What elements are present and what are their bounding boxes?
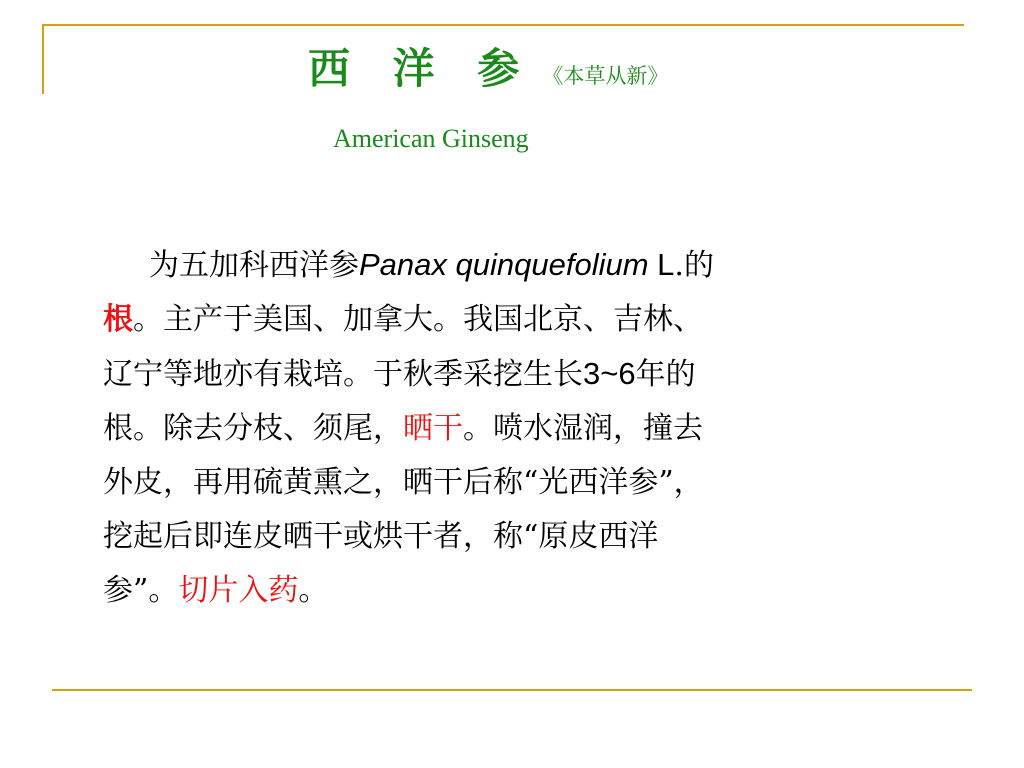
- left-border-rule: [42, 24, 44, 94]
- body-text-segment: 。喷水湿润，撞去: [463, 411, 703, 446]
- body-text-segment: 参”。: [103, 573, 179, 608]
- body-text-segment: 辽宁等地亦有栽培。于秋季采挖生长: [103, 357, 583, 392]
- highlight-root: 根: [103, 302, 133, 337]
- body-line-2: [103, 293, 983, 347]
- body-line-3: [103, 347, 983, 402]
- body-line-1: [103, 238, 983, 293]
- body-paragraph: [103, 238, 983, 618]
- growth-years-range: 3~6: [583, 356, 636, 391]
- body-text-segment: 年的: [635, 357, 696, 392]
- body-text-segment: 为五加科西洋参: [149, 248, 359, 283]
- body-text-segment: 。主产于美国、加拿大。我国北京、吉林、: [133, 302, 703, 337]
- title-block: [308, 36, 668, 106]
- body-line-5: 外皮，再用硫黄熏之，晒干后称“光西洋参”，: [103, 465, 704, 500]
- body-text-segment: 根。除去分枝、须尾，: [103, 411, 403, 446]
- body-text-segment: 。: [298, 573, 329, 608]
- top-border-rule: [42, 24, 964, 26]
- body-line-7: [103, 564, 983, 618]
- bottom-border-rule: [52, 689, 972, 691]
- title-source-reference: 《本草从新》: [542, 64, 669, 88]
- latin-binomial-name: Panax quinquefolium: [359, 247, 649, 282]
- highlight-slice-for-medicine: 切片入药: [178, 573, 299, 608]
- body-text-segment: .的: [674, 248, 714, 283]
- english-subtitle: American Ginseng: [333, 124, 529, 153]
- body-line-4: [103, 402, 983, 456]
- body-line-6: 挖起后即连皮晒干或烘干者，称“原皮西洋: [103, 519, 659, 554]
- highlight-sun-dry: 晒干: [403, 411, 463, 446]
- page-title: 西 洋 参: [308, 44, 534, 93]
- latin-author-abbrev: L: [648, 247, 675, 282]
